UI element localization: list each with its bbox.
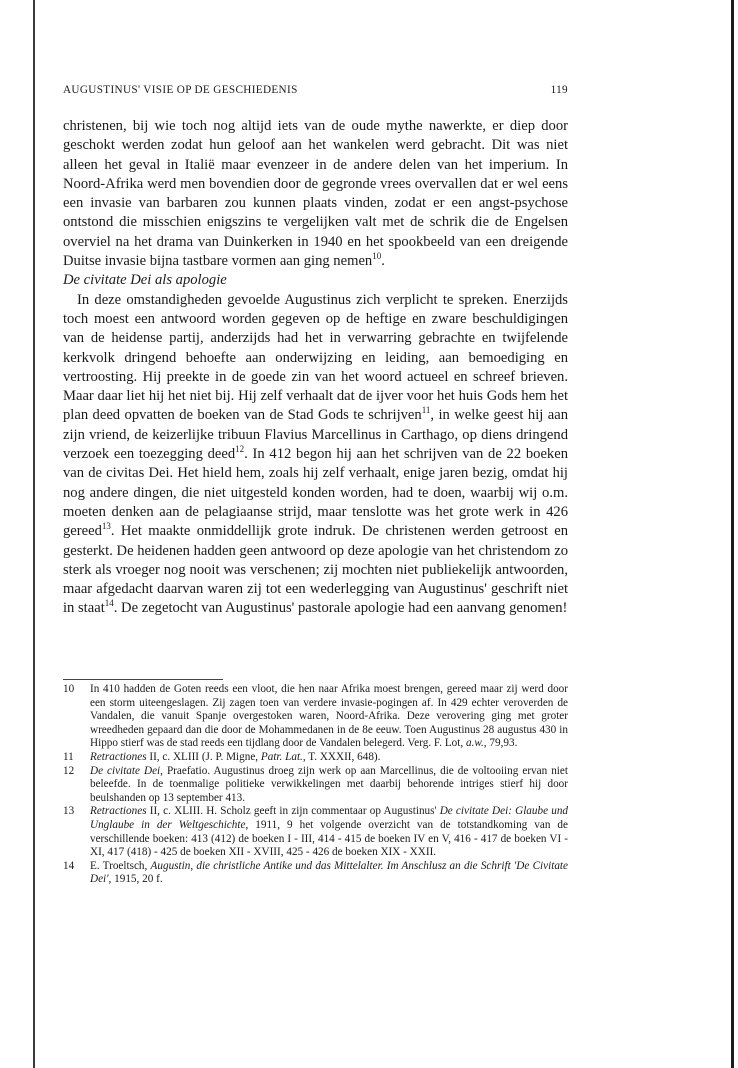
footnote-text-italic: De civitate Dei: Glaube und Unglaube in der Weltgeschichte (90, 805, 569, 831)
main-text (63, 117, 568, 619)
footnote-number: 12 (63, 764, 75, 777)
footnote-ref-13: 13 (101, 521, 111, 532)
footnote-text-part: , T. XXXII, 648). (302, 750, 381, 763)
footnote-text (90, 751, 568, 765)
footnote-text-part: , 1911, 9 het volgende overzicht van de totstandkoming van de verschillende boeken: 413 (412) de boeken I - III, 414 - 415 de boeken IV en V, 416 - 417 de boeken VI - XI, 417 (418) - 425 de boeken XII - XVIII, 425 - 426 de boeken XIX - XXII. (90, 818, 568, 859)
footnote-ref-10: 10 (372, 251, 382, 262)
page-number: 119 (550, 84, 568, 96)
footnote-rule (63, 679, 223, 680)
running-head (63, 84, 568, 96)
paragraph-text: . In 412 begon hij aan het schrijven van de 22 boeken van de civitas Dei. Het hield hem, zoals hij zelf verhaalt, enige jaren bezig, omdat hij nog andere dingen, die niet uitgesteld konden worden, had te doen, waarbij wij o.m. moeten denken aan de pelagiaanse strijd, maar tenslotte was het grote werk in 426 gereed (63, 446, 568, 540)
footnote-text-italic: De civitate Dei (90, 764, 161, 777)
running-head-title: AUGUSTINUS' VISIE OP DE GESCHIEDENIS (63, 84, 298, 96)
footnote-ref-11: 11 (421, 405, 431, 416)
footnote-11 (63, 751, 568, 765)
footnote-14 (63, 860, 568, 887)
footnote-text-part: In 410 hadden de Goten reeds een vloot, die hen naar Afrika moest brengen, gereed maar zij werd door een storm uiteengeslagen. Zij zagen toen van verdere invasie-pogingen af. In 429 echter veroverden de Vandalen, die vanuit Spanje overgestoken waren, Noord-Afrika. Deze verovering ging met groter wreedheden gepaard dan die door de Mohammedanen in de 8e eeuw. Toen Augustinus 28 augustus 430 in Hippo stierf was de stad reeds een tijdlang door de Vandalen belegerd. Verg. F. Lot, (90, 683, 568, 750)
footnote-text (90, 805, 568, 859)
footnote-text (90, 765, 568, 806)
footnote-text (90, 860, 568, 887)
footnote-number: 14 (63, 859, 75, 872)
footnote-number: 11 (63, 750, 74, 763)
footnote-text (90, 683, 568, 751)
footnote-text-italic: Augustin, die christliche Antike und das Mittelalter. Im Anschlusz an die Schrift 'De Civitate Dei' (90, 859, 568, 886)
footnote-text-part: , 1915, 20 f. (108, 873, 163, 886)
paragraph-1 (63, 117, 568, 271)
footnote-12 (63, 765, 568, 806)
footnote-text-part: , Praefatio. Augustinus droeg zijn werk op aan Marcellinus, die de voltooiing ervan niet beleefde. In de toenmalige politieke verwikkelingen met daarbij behorende intriges stierf hij door beulshanden op 13 september 413. (90, 764, 568, 804)
section-heading: De civitate Dei als apologie (63, 272, 227, 289)
scan-edge-right (731, 0, 734, 1068)
footnote-text-part: , 79,93. (483, 737, 518, 750)
paragraph-text: , in welke geest hij aan zijn vriend, de keizerlijke tribuun Flavius Marcellinus in Carthago, op diens dringend verzoek een toezegging deed (63, 407, 568, 463)
paragraph-text: . Het maakte onmiddellijk grote indruk. De christenen werden getroost en gesterkt. De heidenen hadden geen antwoord op deze apologie van het christendom zo sterk als vroeger nog nooit was verschenen; zij mochten niet publiekelijk antwoorden, maar afgedacht daarvan waren zij tot een wederlegging van Augustinus' geschrift niet in staat (63, 523, 568, 617)
footnote-10 (63, 683, 568, 751)
paragraph-text: . (381, 253, 385, 270)
footnote-text-italic: Patr. Lat. (260, 750, 303, 763)
footnote-text-italic: a.w. (465, 737, 484, 750)
paragraph-2 (63, 291, 568, 619)
paragraph-text: In deze omstandigheden gevoelde Augustinus zich verplicht te spreken. Enerzijds toch moest een antwoord worden gegeven op de heftige en zware beschuldigingen van de heidense partij, anderzijds had het in verwarring gebrachte en twijfelende kerkvolk dringend behoefte aan onderwijzing en leiding, aan bemoediging en vertroosting. Hij preekte in de goede zin van het woord actueel en schreef brieven. Maar daar liet hij het niet bij. Hij zelf verhaalt dat de ijver voor het huis Gods hem het plan deed opvatten de boeken van de Stad Gods te schrijven (63, 291, 568, 424)
footnote-number: 10 (63, 683, 75, 695)
paragraph-text: christenen, bij wie toch nog altijd iets van de oude mythe nawerkte, er diep door geschokt werden zodat hun geloof aan het wankelen werd gebracht. Dit was niet alleen het geval in Italië maar evenzeer in de andere delen van het imperium. In Noord-Afrika werd men bovendien door de gegronde vrees overvallen dat er wel eens een invasie van barbaren zou kunnen plaats vinden, zodat er een angst-psychose ontstond die misschien enigszins te vergelijken valt met de schrik die de Engelsen overviel na het drama van Duinkerken in 1940 en het spookbeeld van een dreigende Duitse invasie bijna tastbare vormen aan ging nemen (63, 118, 568, 270)
footnote-number: 13 (63, 805, 75, 818)
footnote-text-part: II, c. XLIII (J. P. Migne, (146, 750, 261, 763)
footnotes (63, 683, 568, 887)
footnote-text-italic: Retractiones (90, 750, 147, 763)
footnote-ref-14: 14 (104, 598, 114, 609)
footnote-text-italic: Retractiones (90, 805, 147, 818)
paragraph-text: . De zegetocht van Augustinus' pastorale apologie had een aanvang genomen! (113, 600, 568, 617)
footnote-ref-12: 12 (235, 444, 245, 455)
scan-edge-left (33, 0, 35, 1068)
footnote-text-part: E. Troeltsch, (90, 859, 151, 872)
footnote-13 (63, 805, 568, 859)
footnote-text-part: II, c. XLIII. H. Scholz geeft in zijn commentaar op Augustinus' (146, 805, 440, 818)
